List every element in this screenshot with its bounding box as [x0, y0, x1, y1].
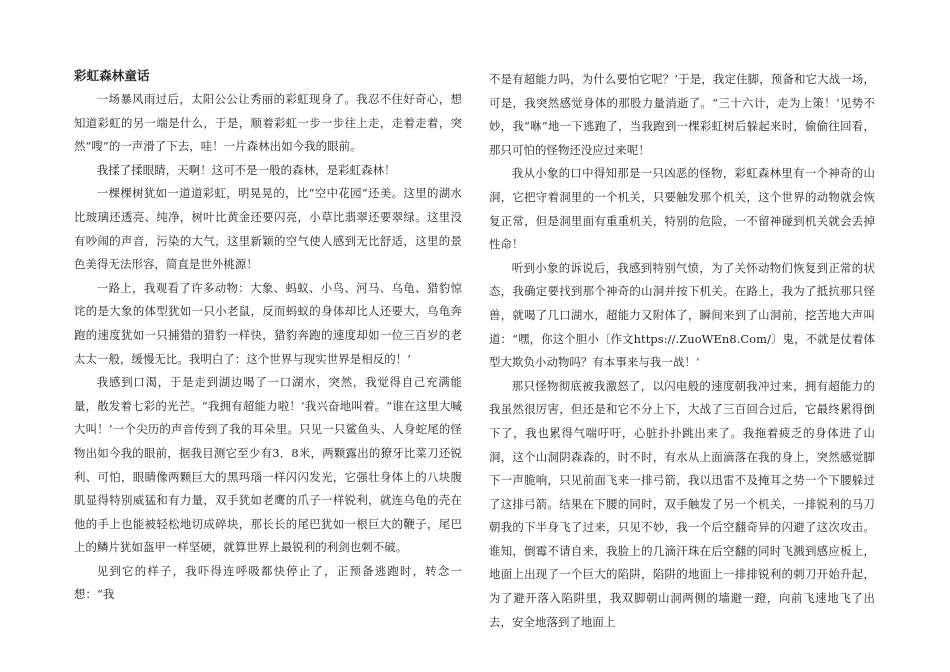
paragraph: 那只怪物彻底被我激怒了，以闪电般的速度朝我冲过来，拥有超能力的我虽然很厉害，但还是和它不分上下，大战了三百回合过后，它最终累得倒下了，我也累得气喘吁吁，心脏扑扑跳出来了。我拖着疲乏的身体进了山洞，这个山洞阴森森的，时不时，有水从上面滴落在我的身上，突然感觉脚下一声脆响，只见前面飞来一排弓箭，我以迅雷不及掩耳之势一个下腰躲过了这排弓箭。结果在下腰的同时，双手触发了另一个机关，一排锐利的马刀朝我的下半身飞了过来，只见不妙，我一个后空翻奇异的闪避了这次攻击。谁知，倒霉不请自来，我脸上的几滴汗珠在后空翻的同时飞溅到感应板上，地面上出现了一个巨大的陷阱，陷阱的地面上一排排锐利的刺刀开始升起，为了避开落入陷阱里，我双脚朝山洞两侧的墙避一蹬，向前飞速地飞了出去，安全地落到了地面上: [489, 378, 875, 629]
paragraph: 我揉了揉眼睛，天啊！这可不是一般的森林，是彩虹森林！: [96, 162, 396, 177]
paragraph: 一棵棵树犹如一道道彩虹，明晃晃的，比“空中花园”还美。这里的湖水比玻璃还透亮、纯净，树叶比黄金还要闪亮，小草比翡翠还要翠绿。这里没有吵闹的声音，污染的大气，这里新颖的空气使人感到无比舒适，这里的景色美得无法形容，简直是世外桃源！: [74, 186, 462, 272]
paragraph-continuation: 不是有超能力吗，为什么要怕它呢？’于是，我定住脚，预备和它大战一场，可是，我突然感觉身体的那股力量消逝了。“三十六计，走为上策！’见势不妙，我“咻”地一下逃跑了，当我跑到一棵彩虹树后躲起来时，偷偷往回看，那只可怕的怪物还没应过来呢！: [489, 72, 875, 157]
paragraph: 我从小象的口中得知那是一只凶恶的怪物，彩虹森林里有一个神奇的山洞，它把守着洞里的一个机关，只要触发那个机关，这个世界的动物就会恢复正常，但是洞里面有重重机关，特别的危险，一不留神碰到机关就会丢掉性命！: [489, 166, 875, 252]
paragraph: 我感到口渴，于是走到湖边喝了一口湖水，突然，我觉得自己充满能量，散发着七彩的光芒。“我拥有超能力啦！’我兴奋地叫着。“谁在这里大喊大叫！’一个尖历的声音传到了我的耳朵里。只见一只鲨鱼头、人身蛇尾的怪物出如今我的眼前，据我目测它至少有3．8米，两颗露出的獠牙比菜刀还锐利、可怕，眼睛像两颗巨大的黑玛瑙一样闪闪发光，它强壮身体上的八块腹肌显得特别威猛和有力量，双手犹如老鹰的爪子一样锐利，就连乌龟的壳在他的手上也能被轻松地切成碎块，那长长的尾巴犹如一根巨大的鞭子，尾巴上的鳞片犹如盔甲一样坚硬，就算世界上最锐利的利剑也刺不破。: [74, 375, 462, 555]
paragraph: 一场暴风雨过后，太阳公公让秀丽的彩虹现身了。我忍不住好奇心，想知道彩虹的另一端是什么，于是，顺着彩虹一步一步往上走，走着走着，突然“嗖”的一声滑了下去，哇！一片森林出如今我的眼前。: [74, 92, 462, 154]
document-title: 彩虹森林童话: [74, 68, 150, 83]
paragraph: 听到小象的诉说后，我感到特别气愤，为了关怀动物们恢复到正常的状态，我确定要找到那个神奇的山洞并按下机关。在路上，我为了抵抗那只怪兽，就喝了几口湖水，超能力又附体了，瞬间来到了山洞前，挖苦地大声叫道：“嘿，你这个胆小〔作文https://.ZuoWEn8.Com/〕鬼，不就是仗着体型大欺负小动物吗？有本事来与我一战！’: [489, 260, 875, 370]
paragraph: 见到它的样子，我吓得连呼吸都快停止了，正预备逃跑时，转念一想：“我: [74, 563, 462, 602]
left-column: [74, 68, 462, 607]
right-column: [489, 68, 875, 634]
paragraph: 一路上，我观看了许多动物：大象、蚂蚁、小鸟、河马、乌龟、猎豹惊诧的是大象的体型犹如一只小老鼠，反而蚂蚁的身体却比人还要大，乌龟奔跑的速度犹如一只捕猎的猎豹一样快，猎豹奔跑的速度却如一位三百岁的老太太一般，缓慢无比。我明白了：这个世界与现实世界是相反的！’: [74, 280, 462, 366]
